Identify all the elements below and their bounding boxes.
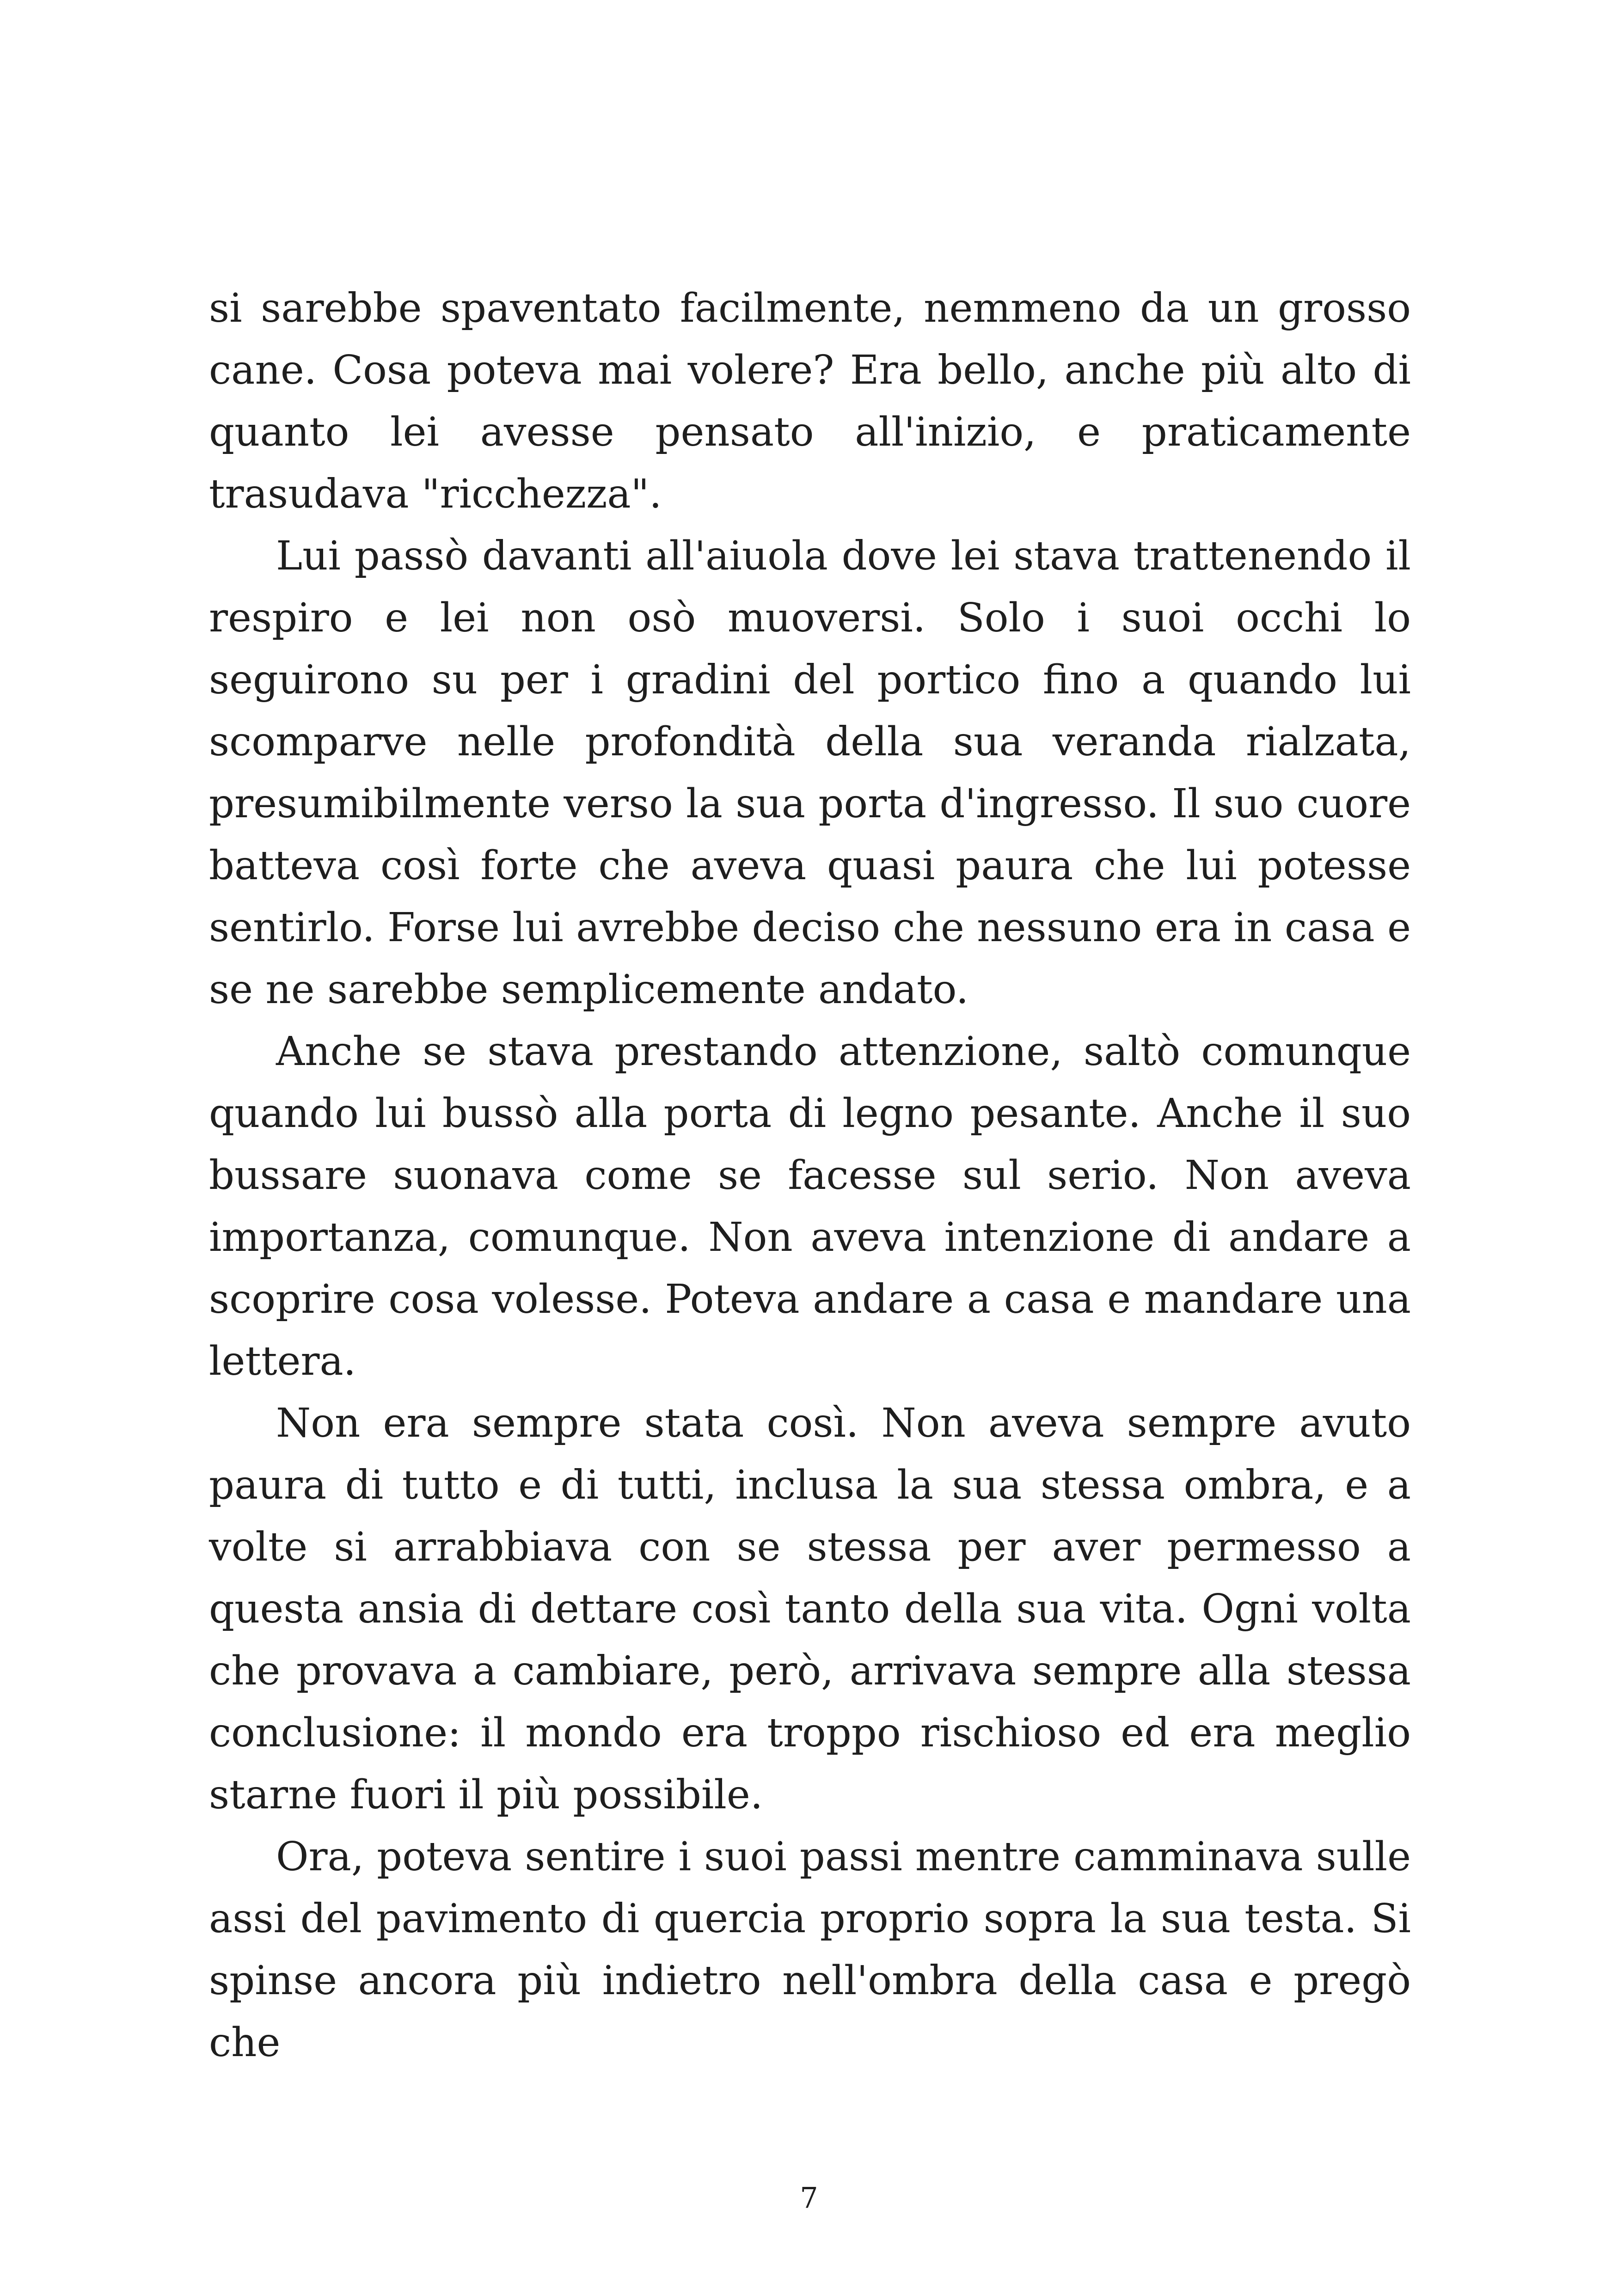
body-text bbox=[209, 277, 1411, 2074]
paragraph: Non era sempre stata così. Non aveva sempre avuto paura di tutto e di tutti, inclusa la sua stessa ombra, e a volte si arrabbiava con se stessa per aver permesso a questa ansia di dettare così tanto della sua vita. Ogni volta che provava a cambiare, però, arrivava sempre alla stessa conclusione: il mondo era troppo rischioso ed era meglio starne fuori il più possibile. bbox=[209, 1400, 1411, 1818]
page-number: 7 bbox=[800, 2181, 818, 2215]
paragraph: Anche se stava prestando attenzione, saltò comunque quando lui bussò alla porta di legno pesante. Anche il suo bussare suonava come se facesse sul serio. Non aveva importanza, comunque. Non aveva intenzione di andare a scoprire cosa volesse. Poteva andare a casa e mandare una lettera. bbox=[209, 1029, 1411, 1384]
paragraph: Lui passò davanti all'aiuola dove lei stava trattenendo il respiro e lei non osò muoversi. Solo i suoi occhi lo seguirono su per i gradini del portico fino a quando lui scomparve nelle profondità della sua veranda rialzata, presumibilmente verso la sua porta d'ingresso. Il suo cuore batteva così forte che aveva quasi paura che lui potesse sentirlo. Forse lui avrebbe deciso che nessuno era in casa e se ne sarebbe semplicemente andato. bbox=[209, 533, 1411, 1013]
paragraph: Ora, poteva sentire i suoi passi mentre camminava sulle assi del pavimento di quercia proprio sopra la sua testa. Si spinse ancora più indietro nell'ombra della casa e pregò che bbox=[209, 1834, 1411, 2066]
paragraph: si sarebbe spaventato facilmente, nemmeno da un grosso cane. Cosa poteva mai volere? Era bello, anche più alto di quanto lei avesse pensato all'inizio, e praticamente trasudava "ricchezza". bbox=[209, 285, 1411, 517]
